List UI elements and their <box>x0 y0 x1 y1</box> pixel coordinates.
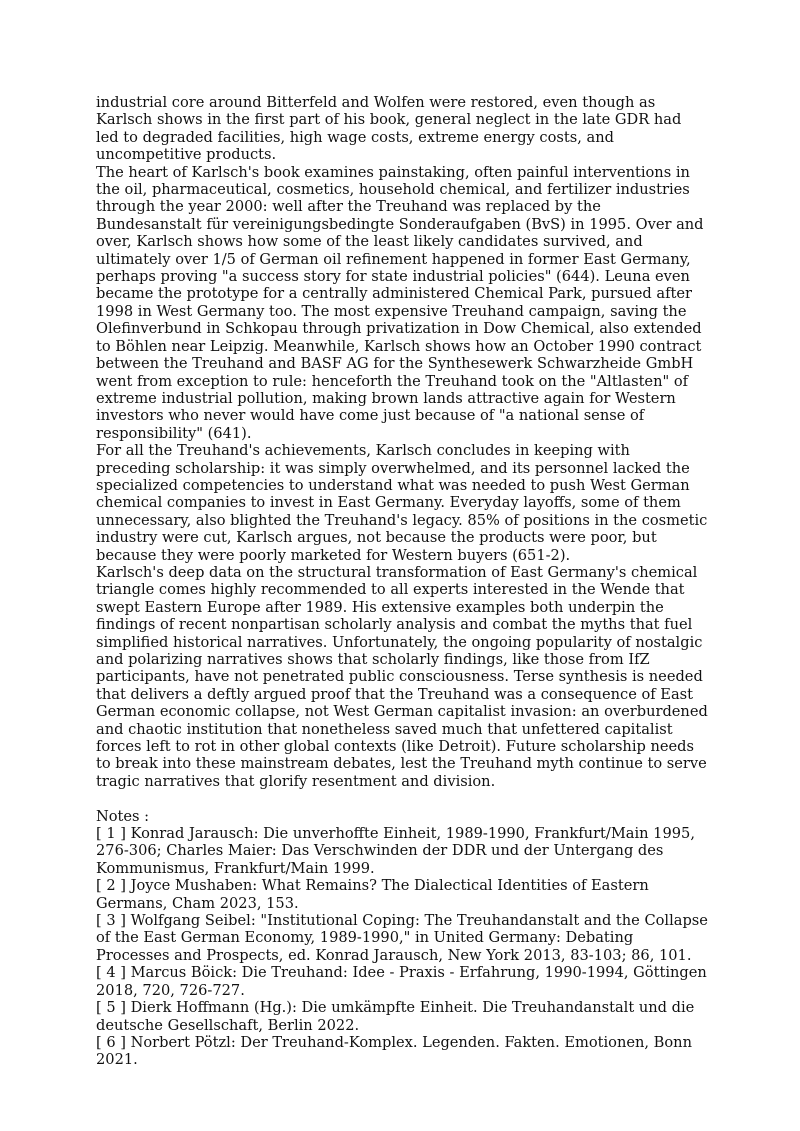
body-paragraph-2: The heart of Karlsch's book examines painstaking, often painful interventions in the oil, pharmaceutical, cosmetics, household chemical, and fertilizer industries through the year 2000: well after the Treuhand was replaced by the Bundesanstalt für vereinigungsbedingte Sonderaufgaben (BvS) in 1995. Over and over, Karlsch shows how some of the least likely candidates survived, and ultimately over 1/5 of German oil refinement happened in former East Germany, perhaps proving "a success story for state industrial policies" (644). Leuna even became the prototype for a centrally administered Chemical Park, pursued after 1998 in West Germany too. The most expensive Treuhand campaign, saving the Olefinverbund in Schkopau through privatization in Dow Chemical, also extended to Böhlen near Leipzig. Meanwhile, Karlsch shows how an October 1990 contract between the Treuhand and BASF AG for the Synthesewerk Schwarzheide GmbH went from exception to rule: henceforth the Treuhand took on the "Altlasten" of extreme industrial pollution, making brown lands attractive again for Western investors who never would have come just because of "a national sense of responsibility" (641). <box>96 163 704 442</box>
note-item-4: [ 4 ] Marcus Böick: Die Treuhand: Idee - Praxis - Erfahrung, 1990-1994, Göttingen 2018, 720, 726-727. <box>96 964 707 999</box>
document-page <box>96 94 708 1069</box>
notes-heading: Notes : <box>96 807 150 825</box>
note-item-6: [ 6 ] Norbert Pötzl: Der Treuhand-Komplex. Legenden. Fakten. Emotionen, Bonn 2021. <box>96 1033 692 1069</box>
body-paragraph-1: industrial core around Bitterfeld and Wolfen were restored, even though as Karlsch shows in the first part of his book, general neglect in the late GDR had led to degraded facilities, high wage costs, extreme energy costs, and uncompetitive products. <box>96 94 682 164</box>
note-item-1: [ 1 ] Konrad Jarausch: Die unverhoffte Einheit, 1989-1990, Frankfurt/Main 1995, 276-306; Charles Maier: Das Verschwinden der DDR und der Untergang des Kommunismus, Frankfurt/Main 1999. <box>96 825 695 877</box>
body-paragraph-3: For all the Treuhand's achievements, Karlsch concludes in keeping with preceding scholarship: it was simply overwhelmed, and its personnel lacked the specialized competencies to understand what was needed to push West German chemical companies to invest in East Germany. Everyday layoffs, some of them unnecessary, also blighted the Treuhand's legacy. 85% of positions in the cosmetic industry were cut, Karlsch argues, not because the products were poor, but because they were poorly marketed for Western buyers (651-2). <box>96 442 708 564</box>
notes-section <box>96 808 708 1069</box>
note-item-2: [ 2 ] Joyce Mushaben: What Remains? The Dialectical Identities of Eastern Germans, Cham 2023, 153. <box>96 877 649 912</box>
note-item-5: [ 5 ] Dierk Hoffmann (Hg.): Die umkämpfte Einheit. Die Treuhandanstalt und die deutsche Gesellschaft, Berlin 2022. <box>96 999 695 1034</box>
body-paragraph-4: Karlsch's deep data on the structural transformation of East Germany's chemical triangle comes highly recommended to all experts interested in the Wende that swept Eastern Europe after 1989. His extensive examples both underpin the findings of recent nonpartisan scholarly analysis and combat the myths that fuel simplified historical narratives. Unfortunately, the ongoing popularity of nostalgic and polarizing narratives shows that scholarly findings, like those from IfZ participants, have not penetrated public consciousness. Terse synthesis is needed that delivers a deftly argued proof that the Treuhand was a consequence of East German economic collapse, not West German capitalist invasion: an overburdened and chaotic institution that nonetheless saved much that unfettered capitalist forces left to rot in other global contexts (like Detroit). Future scholarship needs to break into these mainstream debates, lest the Treuhand myth continue to serve tragic narratives that glorify resentment and division. <box>96 563 708 790</box>
note-item-3: [ 3 ] Wolfgang Seibel: "Institutional Coping: The Treuhandanstalt and the Collapse of the East German Economy, 1989-1990," in United Germany: Debating Processes and Prospects, ed. Konrad Jarausch, New York 2013, 83-103; 86, 101. <box>96 912 708 964</box>
